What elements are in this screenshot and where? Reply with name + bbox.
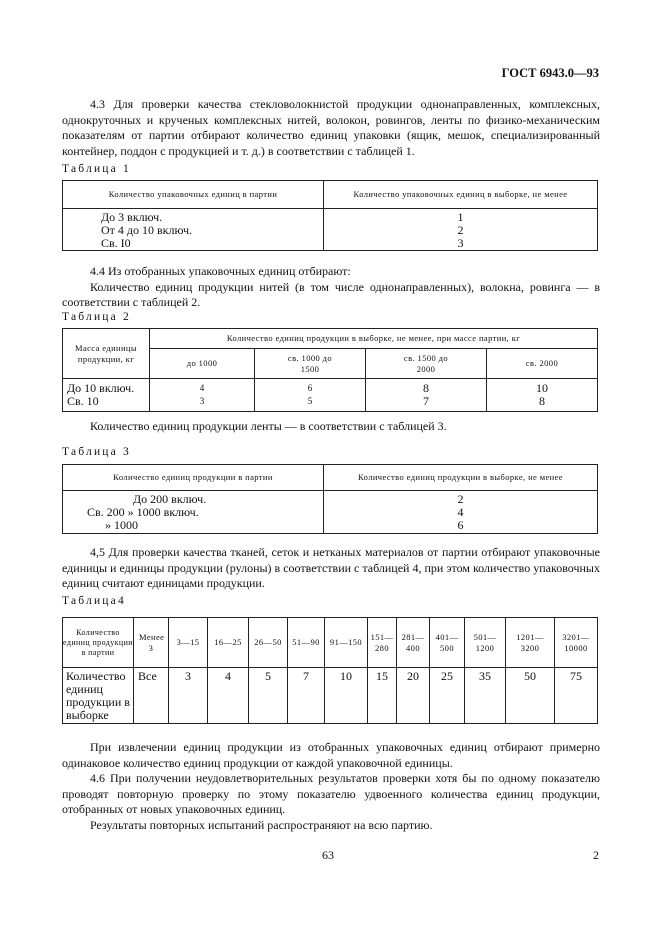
section-4-5 xyxy=(62,545,600,592)
table3-label: Таблица 3 xyxy=(62,446,131,458)
table1-row-label: Св. I0 xyxy=(101,236,131,250)
table1-header-sample: Количество упаковочных единиц в выборке, не менее xyxy=(324,181,598,209)
table1-row-value: 2 xyxy=(457,223,464,237)
section-4-4-line1: 4.4 Из отобранных упаковочных единиц отбирают: xyxy=(90,264,351,278)
table2-row-label: Св. 10 xyxy=(67,394,99,408)
table4-cell: 7 xyxy=(288,668,325,724)
table4-col-header: 16—25 xyxy=(208,618,249,668)
table3-header-lots: Количество единиц продукции в партии xyxy=(63,465,324,491)
table4-col-header: 151—280 xyxy=(368,618,397,668)
tape-paragraph xyxy=(62,419,600,435)
table2-cell: 4 xyxy=(199,383,205,393)
section-4-5-text: 4,5 Для проверки качества тканей, сеток и нетканых материалов от партии отбирают упаковочные единицы и единицы продукции (рулоны) в соответствии с таблицей 4, при этом количество упаковочных единиц считают единицами продукции. xyxy=(62,545,600,591)
table1-label: Таблица 1 xyxy=(62,163,131,175)
table2-group-header: Количество единиц продукции в выборке, не менее, при массе партии, кг xyxy=(150,329,598,349)
table4-cell: Все xyxy=(134,668,169,724)
table4-cell: 25 xyxy=(430,668,465,724)
table4-cell: 50 xyxy=(506,668,555,724)
table2-cell: 8 xyxy=(423,381,429,395)
table2-col-values xyxy=(366,379,487,412)
table1-header-lots: Количество упаковочных единиц в партии xyxy=(63,181,324,209)
table3-header-sample: Количество единиц продукции в выборке, не менее xyxy=(324,465,598,491)
table4-cell: 35 xyxy=(465,668,506,724)
table1 xyxy=(62,180,598,251)
table4-col-header: 281—400 xyxy=(397,618,430,668)
table2-cell: 5 xyxy=(307,396,313,406)
page-number: 63 xyxy=(322,848,334,862)
table2-cell: 3 xyxy=(199,396,205,406)
table4 xyxy=(62,617,598,724)
table4-row-label: Количество единиц продукции в выборке xyxy=(63,668,134,724)
closing-p3: Результаты повторных испытаний распространяют на всю партию. xyxy=(90,817,433,832)
table2-cell: 10 xyxy=(536,381,548,395)
closing-p1: При извлечении единиц продукции из отобранных упаковочных единиц отбирают примерно одинаковое количество единиц продукции от каждой упаковочной единицы. xyxy=(62,740,600,770)
table2-col-values xyxy=(487,379,598,412)
table2-cell: 6 xyxy=(307,383,313,393)
table2-col-values xyxy=(150,379,255,412)
tape-text: Количество единиц продукции ленты — в соответствии с таблицей 3. xyxy=(90,419,447,433)
table3-row-label: Св. 200 » 1000 включ. xyxy=(87,505,199,519)
table4-cell: 10 xyxy=(325,668,368,724)
table2-label: Таблица 2 xyxy=(62,311,131,323)
table1-row-label: До 3 включ. xyxy=(101,210,163,224)
table3-row-labels xyxy=(63,491,324,534)
table2-row-header: Масса единицы продукции, кг xyxy=(63,329,150,379)
section-4-4 xyxy=(62,264,600,311)
table2 xyxy=(62,328,598,412)
table4-col-header: 501—1200 xyxy=(465,618,506,668)
table4-cell: 4 xyxy=(208,668,249,724)
section-4-3 xyxy=(62,97,600,159)
table2-cell: 8 xyxy=(539,394,545,408)
table4-label: Таблица4 xyxy=(62,595,126,607)
table4-cell: 5 xyxy=(249,668,288,724)
table3-row-label: До 200 включ. xyxy=(133,492,207,506)
table1-row-values xyxy=(324,209,598,251)
closing-section xyxy=(62,740,600,834)
table3-row-value: 6 xyxy=(457,518,464,532)
section-4-3-text: 4.3 Для проверки качества стекловолокнистой продукции однонаправленных, комплексных, однокруточных и крученых комплексных нитей, волокон, ровингов, ленты по физико-механическим показателям от партии отбирают количество единиц упаковки (ящик, мешок, специализированный контейнер, поддон с продукцией и т. д.) в соответствии с таблицей 1. xyxy=(62,97,600,158)
table3-row-values xyxy=(324,491,598,534)
table2-row-labels xyxy=(63,379,150,412)
table2-col-header: св. 1500 до 2000 xyxy=(366,349,487,379)
table4-col-header: Менее 3 xyxy=(134,618,169,668)
table2-col-values xyxy=(255,379,366,412)
table3 xyxy=(62,464,598,534)
table4-col-header: 3—15 xyxy=(169,618,208,668)
table4-cell: 20 xyxy=(397,668,430,724)
table3-row-value: 2 xyxy=(457,492,464,506)
table4-row-header: Количество единиц продукции в партии xyxy=(63,618,134,668)
table4-col-header: 1201—3200 xyxy=(506,618,555,668)
closing-p2: 4.6 При получении неудовлетворительных результатов проверки хотя бы по одному показателю проводят повторную проверку по этому показателю удвоенного количества единиц продукции, отобранных от новых упаковочных единиц. xyxy=(62,771,600,817)
table2-col-header: св. 2000 xyxy=(487,349,598,379)
table4-col-header: 51—90 xyxy=(288,618,325,668)
table3-row-value: 4 xyxy=(457,505,464,519)
sheet-number: 2 xyxy=(593,848,599,862)
table1-row-labels xyxy=(63,209,324,251)
table2-col-header: до 1000 xyxy=(150,349,255,379)
table4-col-header: 26—50 xyxy=(249,618,288,668)
table1-row-value: 1 xyxy=(457,210,464,224)
table4-cell: 3 xyxy=(169,668,208,724)
table4-cell: 15 xyxy=(368,668,397,724)
table2-cell: 7 xyxy=(423,394,429,408)
table4-col-header: 3201—10000 xyxy=(555,618,598,668)
table4-col-header: 401—500 xyxy=(430,618,465,668)
table2-col-header: св. 1000 до 1500 xyxy=(255,349,366,379)
table4-cell: 75 xyxy=(555,668,598,724)
table4-col-header: 91—150 xyxy=(325,618,368,668)
table2-row-label: До 10 включ. xyxy=(67,381,135,395)
table3-row-label: » 1000 xyxy=(105,518,138,532)
document-id: ГОСТ 6943.0—93 xyxy=(501,66,599,80)
section-4-4-line2: Количество единиц продукции нитей (в том числе однонаправленных), волокна, ровинга — в соответствии с таблицей 2. xyxy=(62,279,600,310)
table1-row-value: 3 xyxy=(457,236,464,250)
table1-row-label: От 4 до 10 включ. xyxy=(101,223,193,237)
